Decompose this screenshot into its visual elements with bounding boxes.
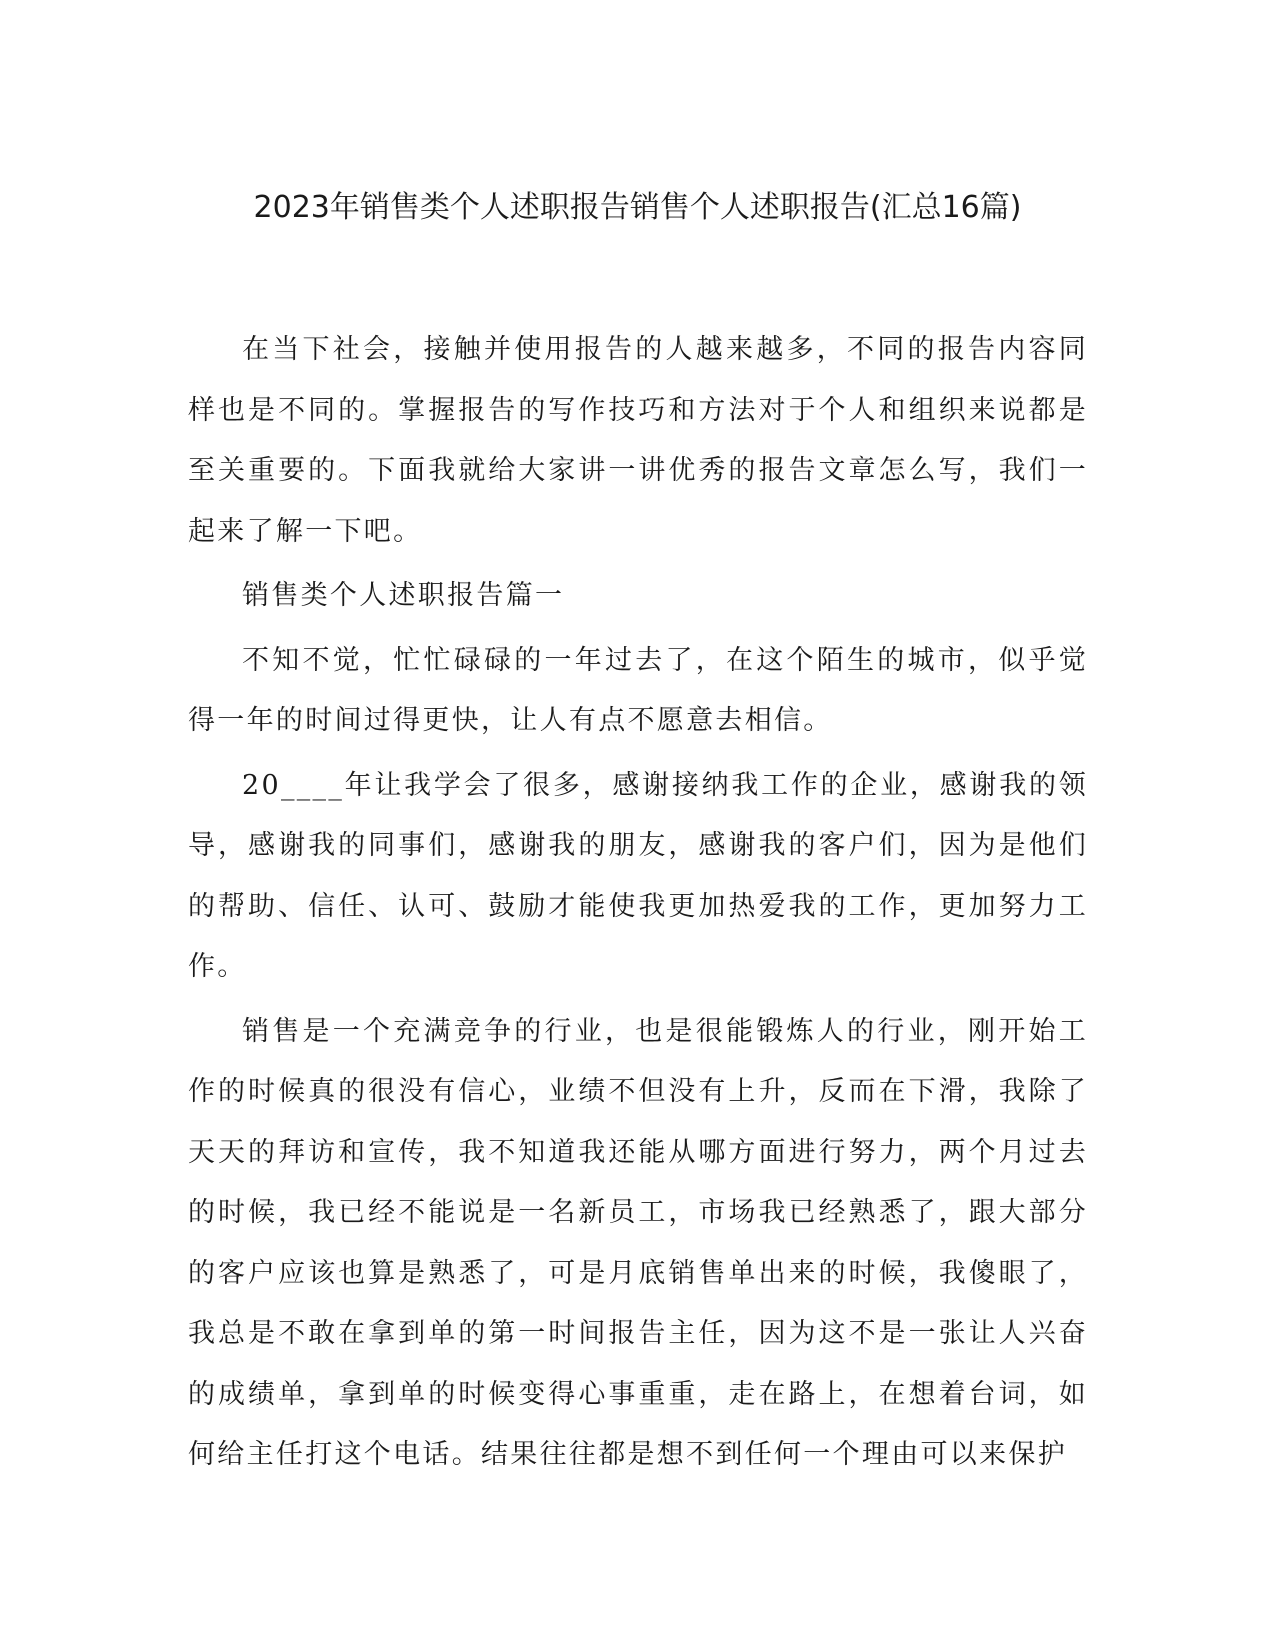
- document-title: 2023年销售类个人述职报告销售个人述职报告(汇总16篇): [253, 190, 1022, 225]
- intro-paragraph: 在当下社会，接触并使用报告的人越来越多，不同的报告内容同样也是不同的。掌握报告的写作技巧和方法对于个人和组织来说都是至关重要的。下面我就给大家讲一讲优秀的报告文章怎么写，我们一起来了解一下吧。: [188, 334, 1088, 547]
- body-paragraph: 销售是一个充满竞争的行业，也是很能锻炼人的行业，刚开始工作的时候真的很没有信心，业绩不但没有上升，反而在下滑，我除了天天的拜访和宣传，我不知道我还能从哪方面进行努力，两个月过去的时候，我已经不能说是一名新员工，市场我已经熟悉了，跟大部分的客户应该也算是熟悉了，可是月底销售单出来的时候，我傻眼了，我总是不敢在拿到单的第一时间报告主任，因为这不是一张让人兴奋的成绩单，拿到单的时候变得心事重重，走在路上，在想着台词，如何给主任打这个电话。结果往往都是想不到任何一个理由可以来保护: [188, 1015, 1088, 1470]
- section-heading: 销售类个人述职报告篇一: [242, 580, 565, 611]
- document-body: [188, 320, 1088, 1486]
- body-paragraph: 不知不觉，忙忙碌碌的一年过去了，在这个陌生的城市，似乎觉得一年的时间过得更快，让人有点不愿意去相信。: [188, 644, 1088, 736]
- body-paragraph: 20____年让我学会了很多，感谢接纳我工作的企业，感谢我的领导，感谢我的同事们，感谢我的朋友，感谢我的客户们，因为是他们的帮助、信任、认可、鼓励才能使我更加热爱我的工作，更加努力工作。: [188, 769, 1088, 982]
